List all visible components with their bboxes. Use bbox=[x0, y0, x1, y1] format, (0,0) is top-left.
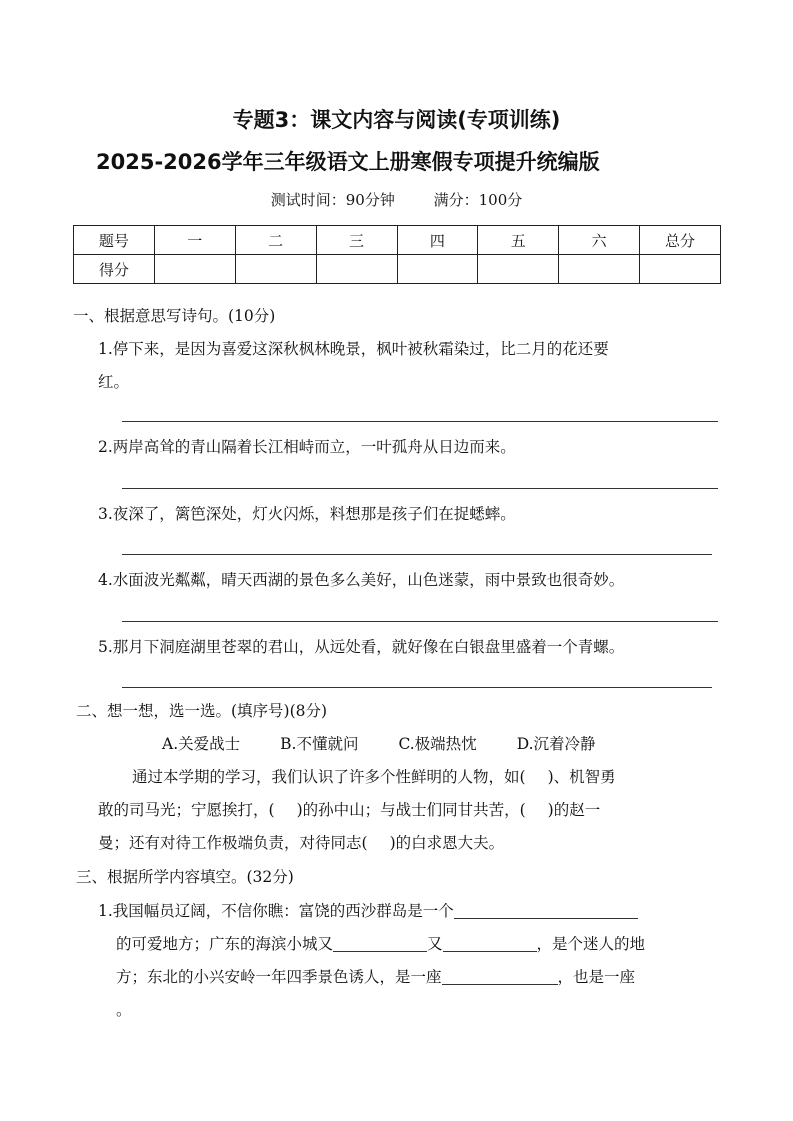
answer-line-5[interactable] bbox=[122, 687, 712, 688]
test-time: 测试时间：90分钟 bbox=[270, 191, 395, 209]
score-cell[interactable] bbox=[478, 255, 559, 284]
option-c: C.极端热忱 bbox=[398, 735, 477, 753]
passage-line-1 bbox=[132, 766, 616, 788]
fill-text: 又 bbox=[427, 935, 443, 953]
fill-blank-2[interactable] bbox=[333, 935, 427, 952]
score-header-cell: 四 bbox=[397, 226, 478, 255]
worksheet-subtitle: 2025-2026学年三年级语文上册寒假专项提升统编版 bbox=[96, 150, 600, 174]
fill-text: ，是个迷人的地 bbox=[536, 935, 646, 953]
score-cell[interactable] bbox=[235, 255, 316, 284]
passage-text: )的孙中山；与战士们同甘共苦，( bbox=[296, 801, 526, 819]
passage-text: )的赵一 bbox=[547, 801, 601, 819]
score-row-label: 得分 bbox=[74, 255, 155, 284]
fill-text: 方；东北的小兴安岭一年四季景色诱人，是一座 bbox=[116, 968, 442, 986]
fill-line-2 bbox=[116, 933, 645, 955]
passage-text: 通过本学期的学习，我们认识了许多个性鲜明的人物，如( bbox=[132, 768, 526, 786]
passage-line-2 bbox=[98, 799, 600, 821]
fill-line-4: 。 bbox=[116, 1001, 132, 1019]
score-header-cell: 题号 bbox=[74, 226, 155, 255]
score-table-score-row bbox=[74, 255, 721, 284]
question-2-text: 2.两岸高耸的青山隔着长江相峙而立，一叶孤舟从日边而来。 bbox=[98, 438, 516, 456]
worksheet-title: 专题3：课文内容与阅读(专项训练) bbox=[232, 108, 561, 132]
fill-blank-4[interactable] bbox=[442, 968, 558, 985]
fill-text: 1.我国幅员辽阔，不信你瞧：富饶的西沙群岛是一个 bbox=[98, 902, 454, 920]
option-b: B.不懂就问 bbox=[280, 735, 359, 753]
score-header-cell: 三 bbox=[316, 226, 397, 255]
score-header-cell: 一 bbox=[154, 226, 235, 255]
section3-heading: 三、根据所学内容填空。(32分) bbox=[76, 868, 294, 886]
score-header-cell: 总分 bbox=[640, 226, 721, 255]
passage-text: )、机智勇 bbox=[547, 768, 616, 786]
fill-blank-3[interactable] bbox=[443, 935, 537, 952]
answer-line-1[interactable] bbox=[122, 421, 718, 422]
score-cell[interactable] bbox=[316, 255, 397, 284]
score-cell[interactable] bbox=[640, 255, 721, 284]
section1-heading: 一、根据意思写诗句。(10分) bbox=[73, 307, 276, 325]
question-1-text: 1.停下来，是因为喜爱这深秋枫林晚景，枫叶被秋霜染过，比二月的花还要 bbox=[98, 340, 609, 358]
question-5-text: 5.那月下洞庭湖里苍翠的君山，从远处看，就好像在白银盘里盛着一个青螺。 bbox=[98, 638, 625, 656]
option-list bbox=[162, 733, 596, 755]
answer-line-3[interactable] bbox=[122, 554, 712, 555]
option-d: D.沉着冷静 bbox=[516, 735, 596, 753]
question-3-text: 3.夜深了，篱笆深处，灯火闪烁，料想那是孩子们在捉蟋蟀。 bbox=[98, 505, 516, 523]
score-header-cell: 五 bbox=[478, 226, 559, 255]
fill-line-1 bbox=[98, 900, 638, 922]
test-info bbox=[0, 189, 793, 210]
fill-text: ，也是一座 bbox=[557, 968, 636, 986]
section2-heading: 二、想一想，选一选。(填序号)(8分) bbox=[76, 702, 328, 720]
passage-text: 曼；还有对待工作极端负责，对待同志( bbox=[98, 834, 368, 852]
fill-blank-1[interactable] bbox=[454, 902, 638, 919]
score-cell[interactable] bbox=[397, 255, 478, 284]
passage-line-3 bbox=[98, 832, 504, 854]
fill-line-3 bbox=[116, 966, 635, 988]
answer-line-2[interactable] bbox=[122, 488, 718, 489]
score-cell[interactable] bbox=[154, 255, 235, 284]
score-header-cell: 二 bbox=[235, 226, 316, 255]
option-a: A.关爱战士 bbox=[162, 735, 241, 753]
question-1-text-cont: 红。 bbox=[98, 373, 130, 391]
score-table bbox=[73, 225, 721, 284]
score-header-cell: 六 bbox=[559, 226, 640, 255]
passage-text: )的白求恩大夫。 bbox=[389, 834, 505, 852]
question-4-text: 4.水面波光粼粼，晴天西湖的景色多么美好，山色迷蒙，雨中景致也很奇妙。 bbox=[98, 571, 625, 589]
score-table-header-row bbox=[74, 226, 721, 255]
answer-line-4[interactable] bbox=[122, 621, 718, 622]
score-cell[interactable] bbox=[559, 255, 640, 284]
fill-text: 的可爱地方；广东的海滨小城又 bbox=[116, 935, 334, 953]
passage-text: 敢的司马光；宁愿挨打，( bbox=[98, 801, 275, 819]
full-score: 满分：100分 bbox=[433, 191, 523, 209]
